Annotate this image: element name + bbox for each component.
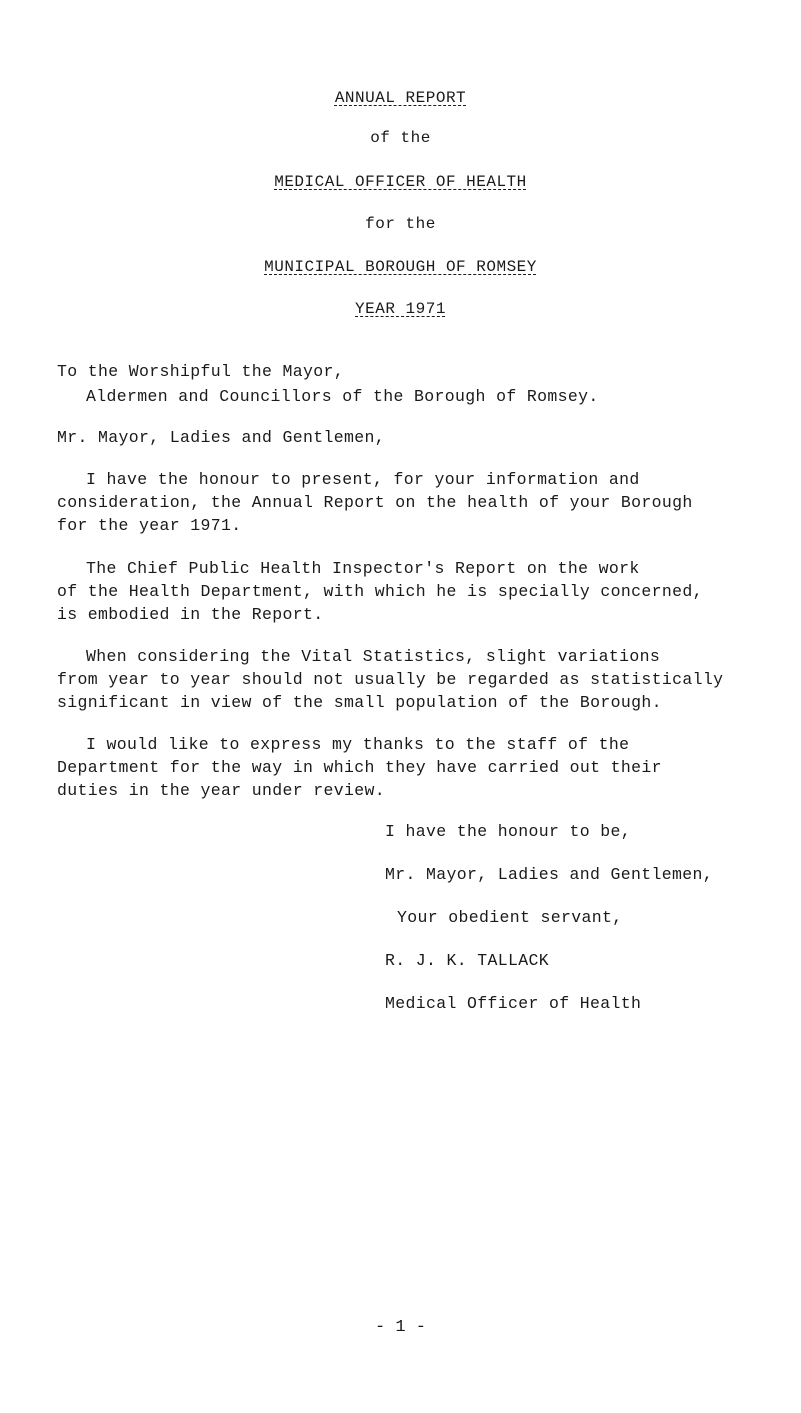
paragraph-4-line-1: I would like to express my thanks to the staff of the [86, 735, 630, 754]
salutation: Mr. Mayor, Ladies and Gentlemen, [57, 428, 386, 447]
paragraph-3-line-1: When considering the Vital Statistics, slight variations [86, 647, 661, 666]
closing-line-2: Mr. Mayor, Ladies and Gentlemen, [385, 865, 714, 884]
address-line-1: To the Worshipful the Mayor, [57, 362, 345, 381]
closing-line-3: Your obedient servant, [397, 908, 623, 927]
paragraph-4-line-2: Department for the way in which they have carried out their [57, 758, 662, 777]
address-line-2: Aldermen and Councillors of the Borough of Romsey. [86, 387, 599, 406]
year-title: YEAR 1971 [355, 300, 446, 318]
officer-title: MEDICAL OFFICER OF HEALTH [274, 173, 527, 191]
header-of-the: of the [370, 129, 431, 147]
borough-title: MUNICIPAL BOROUGH OF ROMSEY [264, 258, 537, 276]
paragraph-1-line-3: for the year 1971. [57, 516, 242, 535]
paragraph-1-line-2: consideration, the Annual Report on the health of your Borough [57, 493, 693, 512]
header-for-the: for the [365, 215, 436, 233]
report-title: ANNUAL REPORT [334, 89, 467, 107]
paragraph-2-line-1: The Chief Public Health Inspector's Report on the work [86, 559, 640, 578]
paragraph-3-line-3: significant in view of the small population of the Borough. [57, 693, 662, 712]
paragraph-2-line-3: is embodied in the Report. [57, 605, 324, 624]
signatory-name: R. J. K. TALLACK [385, 951, 550, 970]
paragraph-3-line-2: from year to year should not usually be regarded as statistically [57, 670, 724, 689]
page-number: - 1 - [374, 1318, 426, 1337]
paragraph-1-line-1: I have the honour to present, for your information and [86, 470, 640, 489]
signatory-title: Medical Officer of Health [385, 994, 642, 1013]
paragraph-4-line-3: duties in the year under review. [57, 781, 386, 800]
closing-line-1: I have the honour to be, [385, 822, 632, 841]
paragraph-2-line-2: of the Health Department, with which he is specially concerned, [57, 582, 703, 601]
